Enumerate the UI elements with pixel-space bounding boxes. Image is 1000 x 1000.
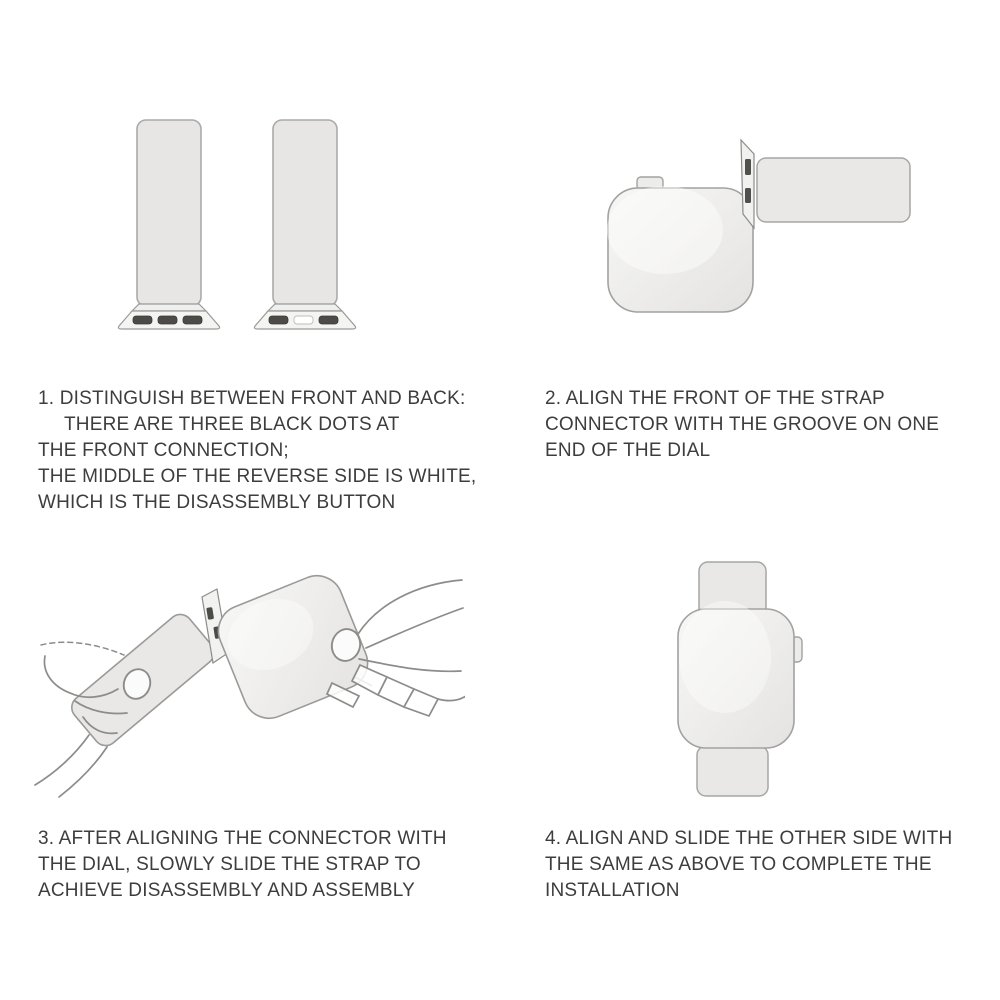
caption-line: THE MIDDLE OF THE REVERSE SIDE IS WHITE,: [38, 466, 477, 487]
step3-hands-slide-illustration: [25, 555, 465, 810]
strap-connector-icon: [741, 140, 754, 228]
caption-line: THE FRONT CONNECTION;: [38, 440, 289, 461]
caption-line: ACHIEVE DISASSEMBLY AND ASSEMBLY: [38, 880, 416, 901]
front-dot-1-icon: [133, 316, 152, 324]
caption-line: THERE ARE THREE BLACK DOTS AT: [64, 414, 400, 435]
front-dot-3-icon: [183, 316, 202, 324]
step1-caption: [38, 386, 518, 516]
caption-line: THE DIAL, SLOWLY SLIDE THE STRAP TO: [38, 854, 421, 875]
step1-straps-front-back-illustration: [105, 103, 375, 343]
caption-line: WHICH IS THE DISASSEMBLY BUTTON: [38, 492, 396, 513]
step4-caption: [545, 826, 995, 904]
strap-icon: [757, 158, 910, 222]
caption-line: CONNECTOR WITH THE GROOVE ON ONE: [545, 414, 940, 435]
strap-front-icon: [118, 120, 219, 329]
step4-assembled-watch-illustration: [665, 552, 825, 802]
disassembly-button-icon: [294, 316, 313, 324]
strap-back-icon: [254, 120, 355, 329]
caption-line: THE SAME AS ABOVE TO COMPLETE THE: [545, 854, 932, 875]
front-dot-2-icon: [158, 316, 177, 324]
caption-line: 3. AFTER ALIGNING THE CONNECTOR WITH: [38, 828, 447, 849]
caption-line: 1. DISTINGUISH BETWEEN FRONT AND BACK:: [38, 388, 466, 409]
caption-line: INSTALLATION: [545, 880, 680, 901]
right-hand-icon: [327, 580, 465, 716]
bottom-strap-icon: [697, 746, 768, 796]
step3-caption: [38, 826, 508, 904]
caption-line: 2. ALIGN THE FRONT OF THE STRAP: [545, 388, 885, 409]
step2-align-strap-illustration: [595, 128, 925, 328]
watch-dial-icon: [607, 186, 753, 312]
back-dot-right-icon: [319, 316, 338, 324]
step2-caption: [545, 386, 985, 464]
back-dot-left-icon: [269, 316, 288, 324]
watch-dial-icon: [678, 601, 794, 748]
caption-line: END OF THE DIAL: [545, 440, 711, 461]
caption-line: 4. ALIGN AND SLIDE THE OTHER SIDE WITH: [545, 828, 953, 849]
